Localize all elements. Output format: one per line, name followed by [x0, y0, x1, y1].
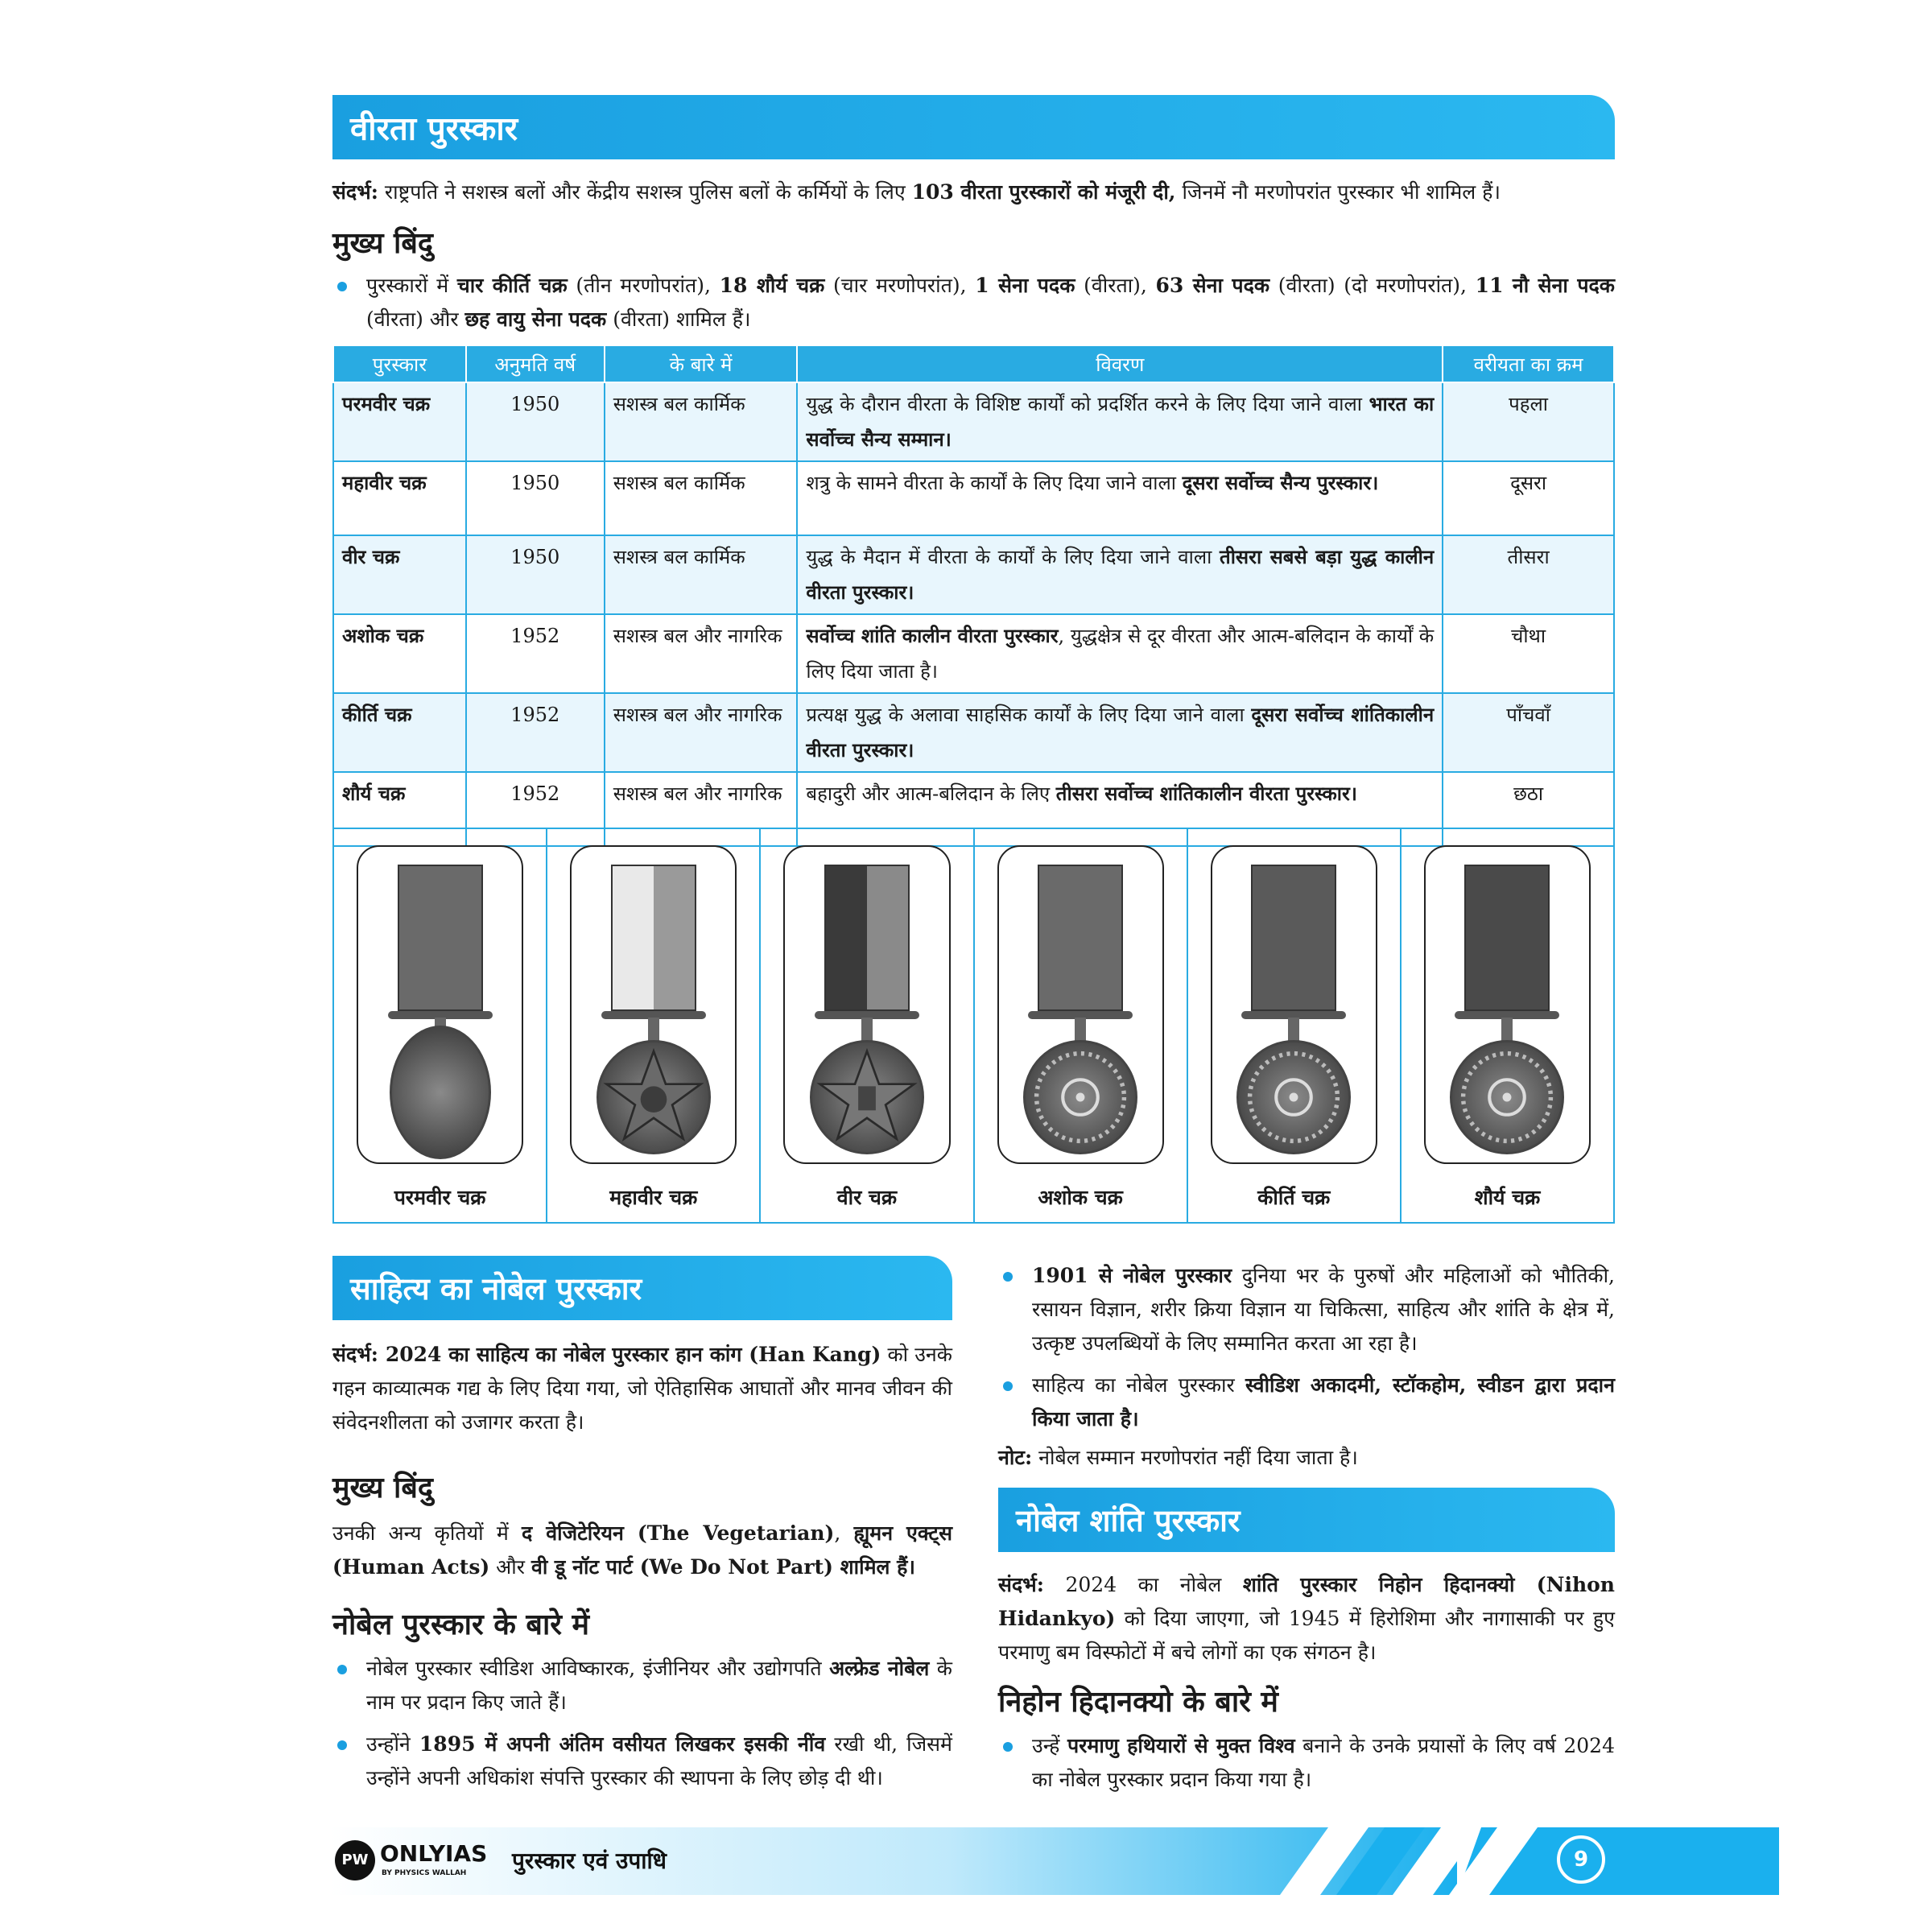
award-description: बहादुरी और आत्म-बलिदान के लिए तीसरा सर्वोच्च शांतिकालीन वीरता पुरस्कार। [797, 772, 1443, 846]
nobel-general-bullets [998, 1259, 1615, 1475]
award-rank: पाँचवाँ [1443, 693, 1614, 772]
award-about: सशस्त्र बल और नागरिक [605, 614, 798, 693]
medal-disc [1450, 1040, 1564, 1154]
medal-disc [1236, 1040, 1351, 1154]
award-description: सर्वोच्च शांति कालीन वीरता पुरस्कार, युद्धक्षेत्र से दूर वीरता और आत्म-बलिदान के कार्यों के लिए दिया जाता है। [797, 614, 1443, 693]
medal-stem [648, 1018, 659, 1042]
peace-about-heading: निहोन हिदानक्यो के बारे में [998, 1686, 1278, 1719]
literature-banner [332, 1256, 952, 1320]
medal-cell [975, 829, 1188, 1222]
page-number: 9 [1557, 1835, 1605, 1884]
award-rank: दूसरा [1443, 461, 1614, 535]
award-name: वीर चक्र [342, 545, 400, 568]
footer-section-title: पुरस्कार एवं उपाधि [512, 1847, 667, 1874]
medal-stem [1501, 1018, 1513, 1042]
table-row [333, 382, 1614, 461]
award-name: महावीर चक्र [342, 471, 427, 494]
list-item: नोबेल पुरस्कार स्वीडिश आविष्कारक, इंजीनियर और उद्योगपति अल्फ्रेड नोबेल के नाम पर प्रदान किए जाते हैं। [332, 1652, 952, 1719]
chakra-icon [1026, 1042, 1135, 1152]
gallantry-context: संदर्भ: राष्ट्रपति ने सशस्त्र बलों और केंद्रीय सशस्त्र पुलिस बलों के कर्मियों के लिए 103 वीरता पुरस्कारों को मंजूरी दी, जिनमें नौ मरणोपरांत पुरस्कार भी शामिल हैं। [332, 180, 1501, 204]
award-name: शौर्य चक्र [342, 782, 406, 805]
medal-image-frame [357, 845, 523, 1164]
medal-cell [1188, 829, 1402, 1222]
award-rank: तीसरा [1443, 535, 1614, 614]
award-description: युद्ध के मैदान में वीरता के कार्यों के लिए दिया जाने वाला तीसरा सबसे बड़ा युद्ध कालीन वीरता पुरस्कार। [797, 535, 1443, 614]
medal-disc [1023, 1040, 1137, 1154]
medal-cell [547, 829, 761, 1222]
pw-logo: PW [335, 1840, 375, 1880]
award-name: परमवीर चक्र [342, 392, 431, 415]
chakra-icon [1452, 1042, 1562, 1152]
brand-subtitle: BY PHYSICS WALLAH [382, 1869, 467, 1877]
medal-stem [1075, 1018, 1086, 1042]
medal-name: वीर चक्र [836, 1186, 898, 1209]
award-year: 1952 [466, 614, 605, 693]
page-footer [330, 1827, 1779, 1895]
medal-ribbon [824, 865, 910, 1011]
peace-bullets [998, 1729, 1615, 1797]
award-year: 1952 [466, 772, 605, 846]
list-item: उन्हें परमाणु हथियारों से मुक्त विश्व बनाने के उनके प्रयासों के लिए वर्ष 2024 का नोबेल पुरस्कार प्रदान किया गया है। [998, 1729, 1615, 1797]
medal-stem [1288, 1018, 1299, 1042]
award-name: कीर्ति चक्र [342, 703, 412, 726]
award-year: 1950 [466, 461, 605, 535]
medal-image-frame [997, 845, 1164, 1164]
literature-title: साहित्य का नोबेल पुरस्कार [350, 1271, 642, 1307]
medal-name: कीर्ति चक्र [1257, 1186, 1331, 1209]
medal-gallery [332, 828, 1615, 1224]
gallantry-title: वीरता पुरस्कार [350, 110, 518, 148]
medal-image-frame [1211, 845, 1377, 1164]
header-award: पुरस्कार [333, 346, 466, 382]
award-description: प्रत्यक्ष युद्ध के अलावा साहसिक कार्यों के लिए दिया जाने वाला दूसरा सर्वोच्च शांतिकालीन वीरता पुरस्कार। [797, 693, 1443, 772]
header-description: विवरण [797, 346, 1443, 382]
medal-stem [861, 1018, 873, 1042]
award-about: सशस्त्र बल कार्मिक [605, 382, 798, 461]
table-header-row [333, 346, 1614, 382]
gallantry-key-points-heading: मुख्य बिंदु [332, 227, 433, 260]
table-row [333, 614, 1614, 693]
peace-title: नोबेल शांति पुरस्कार [1016, 1503, 1241, 1538]
star-icon [812, 1042, 922, 1152]
medal-ribbon [1251, 865, 1336, 1011]
medal-cell [334, 829, 547, 1222]
award-rank: चौथा [1443, 614, 1614, 693]
medal-disc [597, 1040, 711, 1154]
medal-ribbon [398, 865, 483, 1011]
table-row [333, 461, 1614, 535]
header-about: के बारे में [605, 346, 798, 382]
medal-image-frame [783, 845, 950, 1164]
literature-key-points-heading: मुख्य बिंदु [332, 1472, 433, 1505]
chakra-icon [1239, 1042, 1348, 1152]
award-rank: छठा [1443, 772, 1614, 846]
award-description: युद्ध के दौरान वीरता के विशिष्ट कार्यों को प्रदर्शित करने के लिए दिया जाने वाला भारत का सर्वोच्च सैन्य सम्मान। [797, 382, 1443, 461]
medal-image-frame [1424, 845, 1591, 1164]
medal-ribbon [1038, 865, 1123, 1011]
table-row [333, 535, 1614, 614]
gallantry-bullet: पुरस्कारों में चार कीर्ति चक्र (तीन मरणोपरांत), 18 शौर्य चक्र (चार मरणोपरांत), 1 सेना पदक (वीरता), 63 सेना पदक (वीरता) (दो मरणोपरांत), 11 नौ सेना पदक (वीरता) और छह वायु सेना पदक (वीरता) शामिल हैं। [332, 269, 1615, 336]
list-item: साहित्य का नोबेल पुरस्कार स्वीडिश अकादमी, स्टॉकहोम, स्वीडन द्वारा प्रदान किया जाता है। [998, 1368, 1615, 1436]
peace-banner [998, 1488, 1615, 1552]
list-item: 1901 से नोबेल पुरस्कार दुनिया भर के पुरुषों और महिलाओं को भौतिकी, रसायन विज्ञान, शरीर क्रिया विज्ञान या चिकित्सा, साहित्य और शांति के क्षेत्र में, उत्कृष्ट उपलब्धियों के लिए सम्मानित करता आ रहा है। [998, 1259, 1615, 1360]
medal-disc [810, 1040, 924, 1154]
literature-works: उनकी अन्य कृतियों में द वेजिटेरियन (The Vegetarian), ह्यूमन एक्ट्स (Human Acts) और वी डू नॉट पार्ट (We Do Not Part) शामिल हैं। [332, 1521, 952, 1579]
nobel-about-bullets [332, 1652, 952, 1795]
peace-context: संदर्भ: 2024 का नोबेल शांति पुरस्कार निहोन हिदानक्यो (Nihon Hidankyo) को दिया जाएगा, जो 1945 में हिरोशिमा और नागासाकी पर हुए परमाणु बम विस्फोटों में बचे लोगों का एक संगठन है। [998, 1573, 1615, 1664]
medal-cell [1402, 829, 1613, 1222]
medal-ribbon [611, 865, 696, 1011]
medal-image-frame [570, 845, 737, 1164]
medal-name: अशोक चक्र [1038, 1186, 1123, 1209]
brand-name: ONLYIAS [380, 1840, 488, 1867]
award-about: सशस्त्र बल कार्मिक [605, 535, 798, 614]
medal-name: शौर्य चक्र [1474, 1186, 1541, 1209]
awards-table [332, 346, 1615, 847]
award-rank: पहला [1443, 382, 1614, 461]
award-year: 1950 [466, 535, 605, 614]
medal-name: महावीर चक्र [609, 1186, 698, 1209]
award-year: 1950 [466, 382, 605, 461]
award-name: अशोक चक्र [342, 624, 424, 647]
award-description: शत्रु के सामने वीरता के कार्यों के लिए दिया जाने वाला दूसरा सर्वोच्च सैन्य पुरस्कार। [797, 461, 1443, 535]
list-item: उन्होंने 1895 में अपनी अंतिम वसीयत लिखकर इसकी नींव रखी थी, जिसमें उन्होंने अपनी अधिकांश संपत्ति पुरस्कार की स्थापना के लिए छोड़ दी थी। [332, 1728, 952, 1795]
medal-name: परमवीर चक्र [394, 1186, 486, 1209]
gallantry-banner [332, 95, 1615, 159]
header-year: अनुमति वर्ष [466, 346, 605, 382]
header-rank: वरीयता का क्रम [1443, 346, 1614, 382]
award-year: 1952 [466, 693, 605, 772]
medal-disc [390, 1026, 491, 1159]
literature-context: संदर्भ: 2024 का साहित्य का नोबेल पुरस्कार हान कांग (Han Kang) को उनके गहन काव्यात्मक गद्य के लिए दिया गया, जो ऐतिहासिक आघातों और मानव जीवन की संवेदनशीलता को उजागर करता है। [332, 1343, 952, 1434]
award-about: सशस्त्र बल कार्मिक [605, 461, 798, 535]
medal-ribbon [1464, 865, 1550, 1011]
star-icon [599, 1042, 708, 1152]
nobel-note: नोट: नोबेल सम्मान मरणोपरांत नहीं दिया जाता है। [998, 1446, 1358, 1469]
nobel-about-heading: नोबेल पुरस्कार के बारे में [332, 1608, 590, 1641]
table-row [333, 693, 1614, 772]
award-about: सशस्त्र बल और नागरिक [605, 693, 798, 772]
medal-cell [761, 829, 974, 1222]
award-about: सशस्त्र बल और नागरिक [605, 772, 798, 846]
